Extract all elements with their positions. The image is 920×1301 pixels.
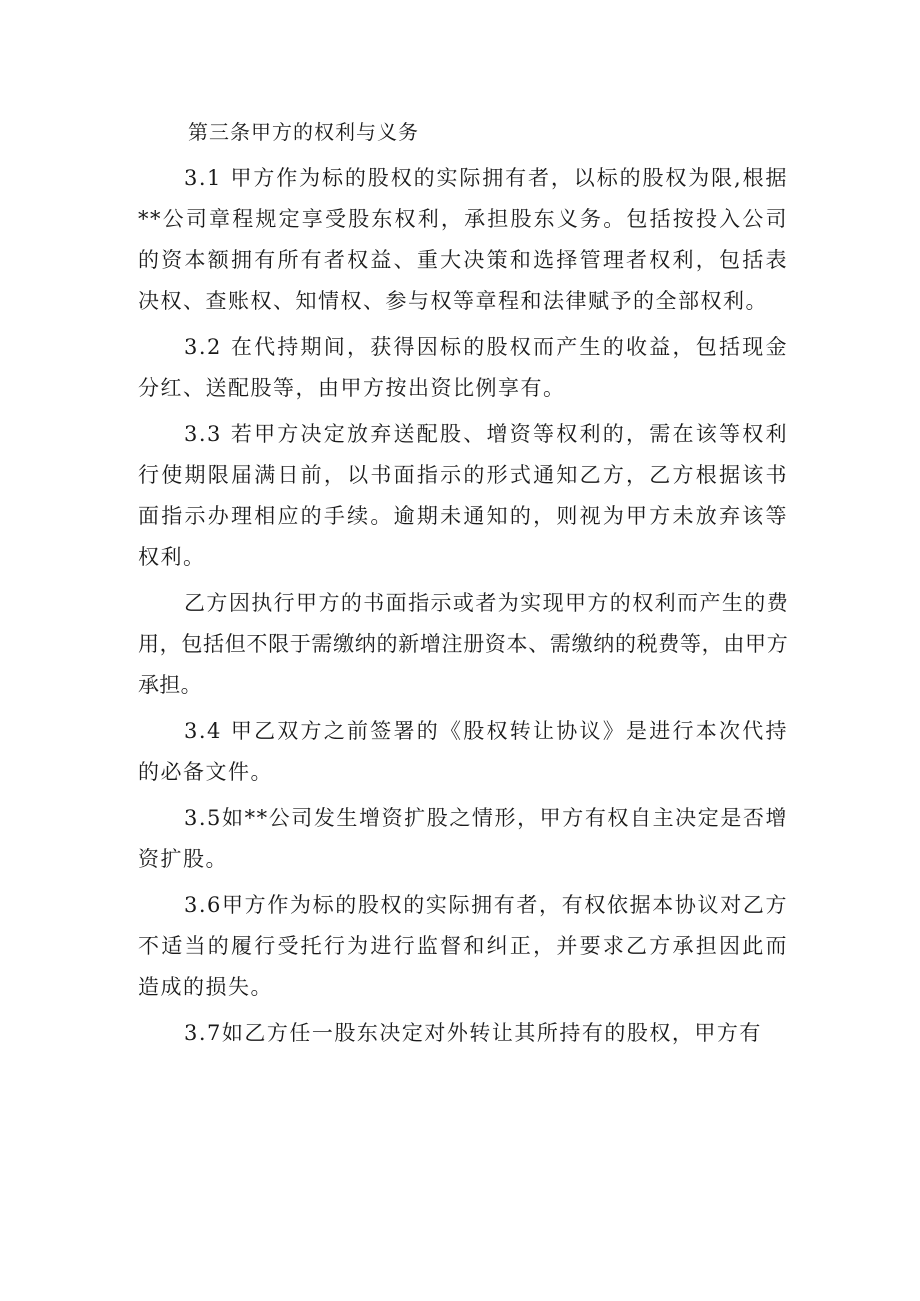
- document-body: [138, 112, 788, 1059]
- article-heading: 第三条甲方的权利与义务: [188, 120, 419, 144]
- paragraph-3-7: 3.7如乙方任一股东决定对外转让其所持有的股权，甲方有: [184, 1021, 762, 1045]
- paragraph-expenses: 乙方因执行甲方的书面指示或者为实现甲方的权利而产生的费用，包括但不限于需缴纳的新增注册资本、需缴纳的税费等，由甲方承担。: [138, 591, 788, 697]
- paragraph-3-5: 3.5如**公司发生增资扩股之情形，甲方有权自主决定是否增资扩股。: [138, 806, 788, 871]
- paragraph-3-6: 3.6甲方作为标的股权的实际拥有者，有权依据本协议对乙方不适当的履行受托行为进行监督和纠正，并要求乙方承担因此而造成的损失。: [138, 893, 788, 999]
- paragraph-3-1: 3.1 甲方作为标的股权的实际拥有者，以标的股权为限,根据**公司章程规定享受股东权利，承担股东义务。包括按投入公司的资本额拥有所有者权益、重大决策和选择管理者权利，包括表决权、查账权、知情权、参与权等章程和法律赋予的全部权利。: [138, 166, 788, 313]
- paragraph-3-3: 3.3 若甲方决定放弃送配股、增资等权利的，需在该等权利行使期限届满日前，以书面指示的形式通知乙方，乙方根据该书面指示办理相应的手续。逾期未通知的，则视为甲方未放弃该等权利。: [138, 422, 788, 569]
- paragraph-3-4: 3.4 甲乙双方之前签署的《股权转让协议》是进行本次代持的必备文件。: [138, 719, 788, 784]
- paragraph-3-2: 3.2 在代持期间，获得因标的股权而产生的收益，包括现金分红、送配股等，由甲方按出资比例享有。: [138, 335, 788, 400]
